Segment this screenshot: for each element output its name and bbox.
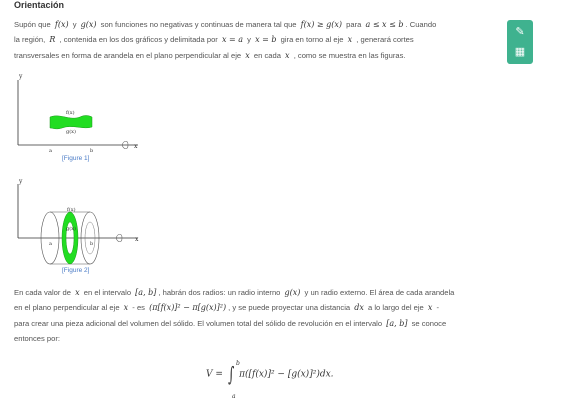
integral-sign: ∫ (227, 362, 235, 386)
fig2-a-label: a (49, 241, 52, 247)
fig2-f-label: f(x) (67, 207, 76, 213)
figure-1-caption[interactable]: [Figure 1] (62, 155, 90, 162)
fig1-region (50, 116, 92, 129)
section-heading: Orientación (14, 0, 65, 10)
fig2-b-label: b (90, 241, 94, 247)
calculator-icon[interactable]: ▦ (514, 46, 526, 58)
formula-integrand: π([f(x)]² − [g(x)]²)dx. (239, 369, 334, 380)
fig1-f-label: f(x) (66, 110, 75, 116)
fig1-a-label: a (49, 148, 52, 154)
integral-upper-limit: b (236, 360, 240, 367)
fig1-y-label: y (19, 73, 23, 80)
integral-lower-limit: a (232, 393, 236, 400)
fig2-g-label: g(x) (66, 226, 76, 232)
intro-paragraph: Supón que f(x) y g(x) son funciones no negativas y continuas de manera tal que f(x) ≥ g(x) para a ≤ x ≤ b . Cuando la región, R , contenida en los dos gráficos y delimitada por x = a y x = b gira en torno al eje x , generará cortes transversales en forma de arandela en el plano perpendicular al eje x en cada x , como se muestra en las figuras. (14, 20, 437, 60)
fig1-b-label: b (90, 148, 94, 154)
formula-lhs: V = (206, 369, 223, 380)
figure-2 (10, 178, 150, 273)
fig1-g-label: g(x) (66, 129, 76, 135)
fig2-y-label: y (19, 178, 23, 185)
body-paragraph: En cada valor de x en el intervalo [a, b] , habrán dos radios: un radio interno g(x) y un radio externo. El área de cada arandela en el plano perpendicular al eje x - es (π[f(x)]² − π[g(x)]²) , y se puede proyectar una distancia dx a lo largo del eje x - para crear una pieza adicional del volumen del sólido. El volumen total del sólido de revolución en el intervalo [a, b] se conoce entonces por: (14, 288, 455, 344)
fig2-x-label: x (135, 236, 139, 243)
volume-formula (206, 362, 334, 386)
pencil-icon[interactable]: ✎ (515, 26, 525, 38)
figure-2-caption[interactable]: [Figure 2] (62, 267, 90, 274)
figure-1 (10, 70, 150, 160)
fig1-x-label: x (134, 143, 138, 150)
